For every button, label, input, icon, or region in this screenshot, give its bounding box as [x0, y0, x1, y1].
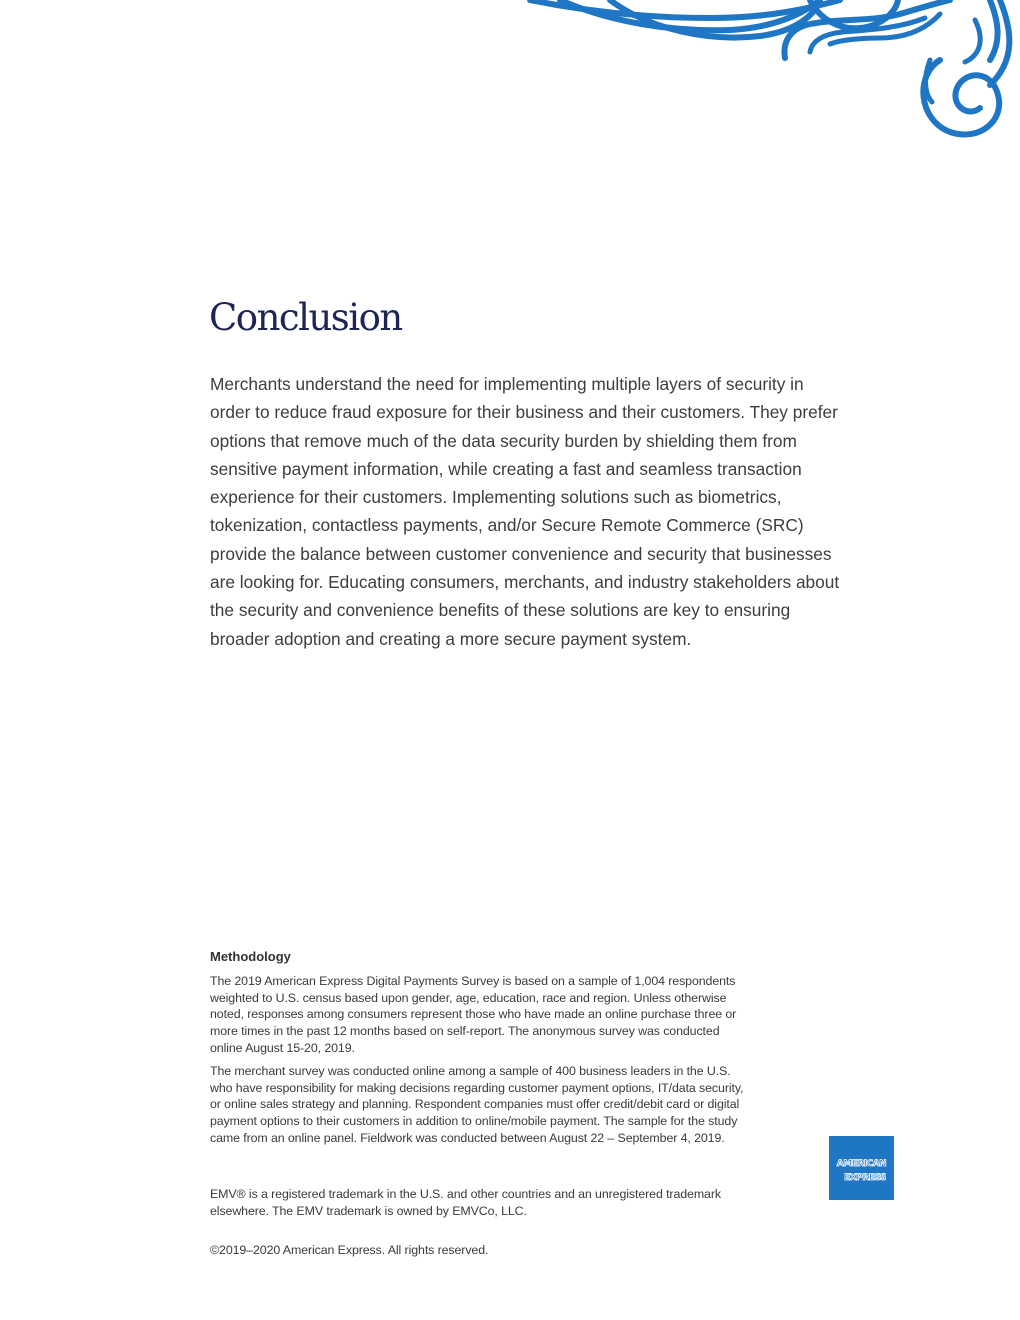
conclusion-paragraph: Merchants understand the need for implementing multiple layers of security in order to reduce fraud exposure for their business and their customers. They prefer options that remove much of the data security burden by shielding them from sensitive payment information, while creating a fast and seamless transaction experience for their customers. Implementing solutions such as biometrics, tokenization, contactless payments, and/or Secure Remote Commerce (SRC) provide the balance between customer convenience and security that businesses are looking for. Educating consumers, merchants, and industry stakeholders about the security and convenience benefits of these solutions are key to ensuring broader adoption and creating a more secure payment system. [210, 374, 840, 649]
trademark-notice: EMV® is a registered trademark in the U.S. and other countries and an unregistered trademark elsewhere. The EMV trademark is owned by EMVCo, LLC. [210, 1187, 721, 1218]
methodology-heading: Methodology [210, 949, 291, 964]
logo-line-1: AMERICAN [836, 1159, 887, 1169]
american-express-logo [829, 1136, 894, 1200]
copyright-notice: ©2019–2020 American Express. All rights reserved. [210, 1243, 489, 1257]
page-title: Conclusion [209, 296, 402, 339]
methodology-paragraph-consumer: The 2019 American Express Digital Payments Survey is based on a sample of 1,004 respondents weighted to U.S. census based upon gender, age, education, race and region. Unless otherwise noted, responses among consumers represent those who have made an online purchase three or more times in the past 12 months based on self-report. The anonymous survey was conducted online August 15-20, 2019. [210, 974, 737, 1055]
decorative-wave-ornament [520, 0, 1020, 145]
methodology-paragraph-merchant: The merchant survey was conducted online among a sample of 400 business leaders in the U.S. who have responsibility for making decisions regarding customer payment options, IT/data security, or online sales strategy and planning. Respondent companies must offer credit/debit card or digital payment options to their customers in addition to online/mobile payment. The sample for the study came from an online panel. Fieldwork was conducted between August 22 – September 4, 2019. [210, 1064, 744, 1145]
logo-line-2: EXPRESS [844, 1173, 886, 1183]
